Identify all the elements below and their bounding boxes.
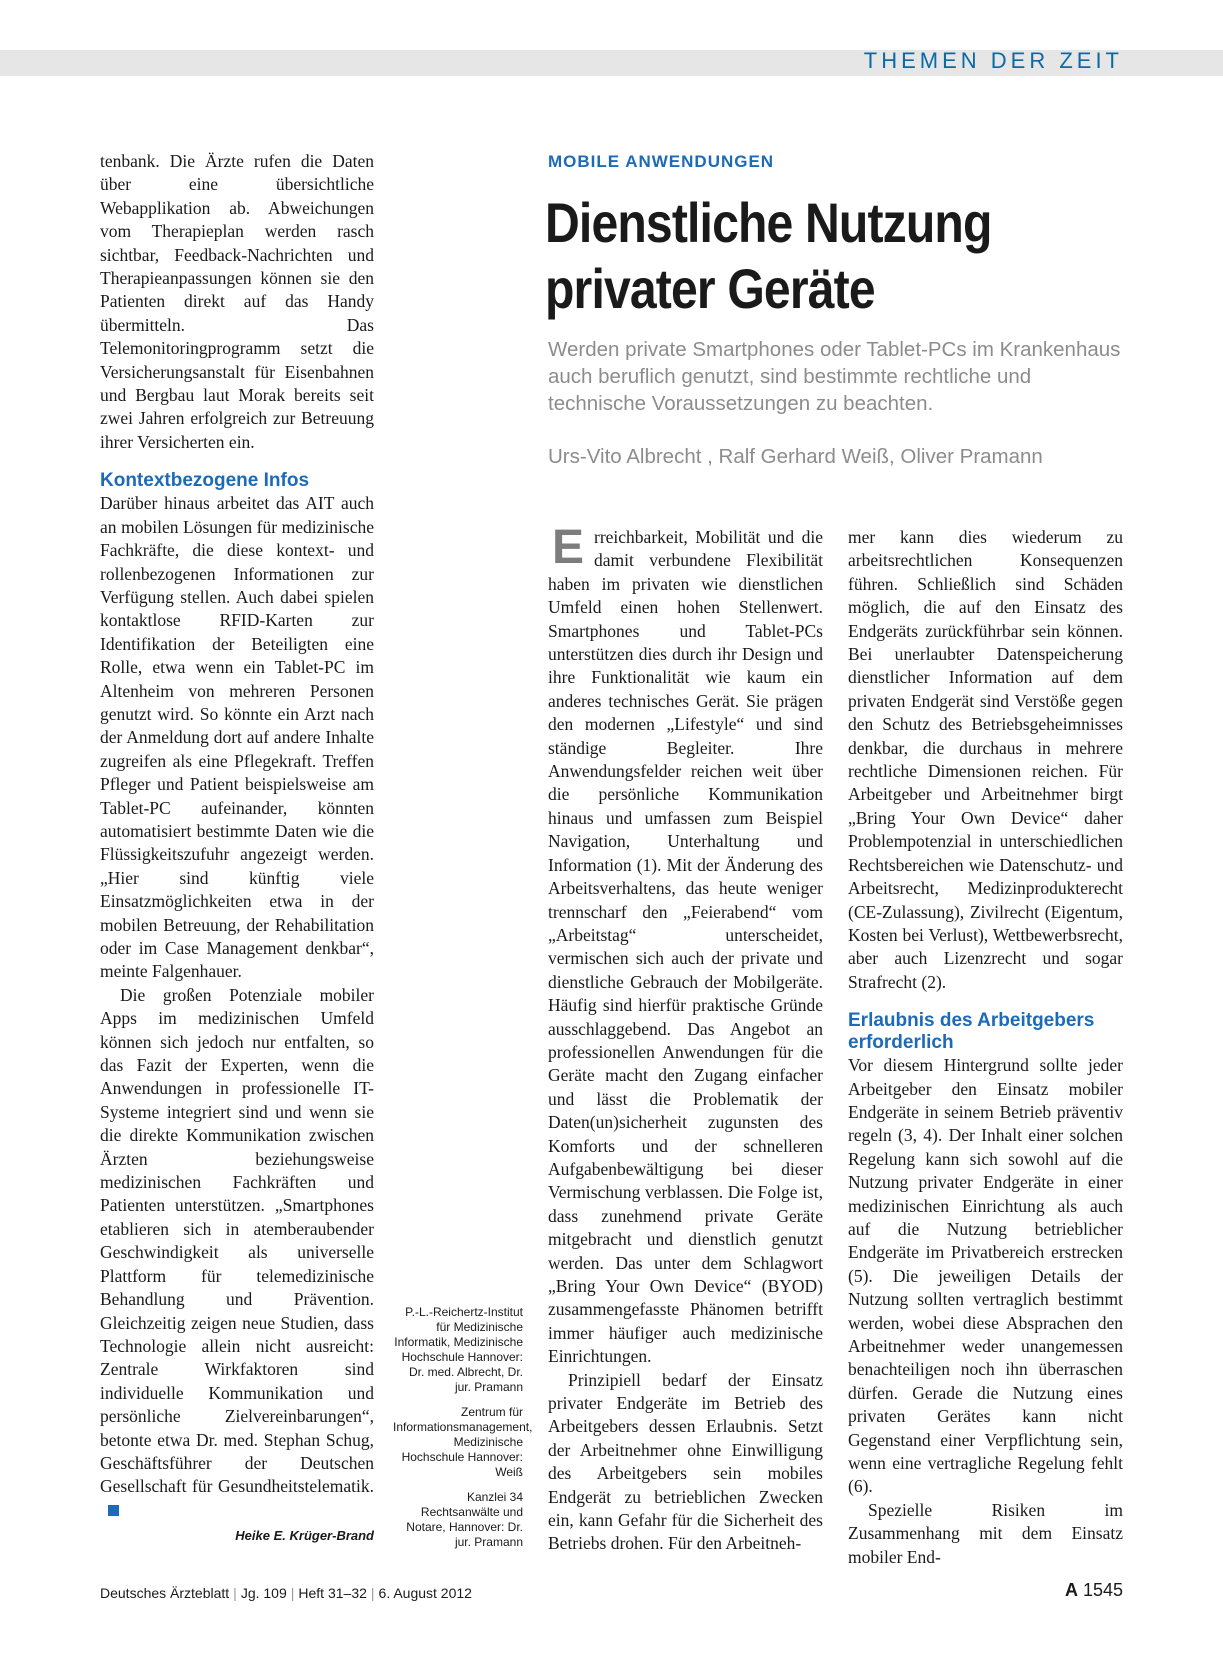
drop-cap: E [551, 521, 584, 574]
paragraph: Prinzipiell bedarf der Einsatz privater Endgeräte im Betrieb des Arbeitgebers dessen Erlaubnis. Setzt der Arbeitnehmer ohne Einwilligung des Arbeitgebers sein mobiles Endgerät zu betrieblichen Zwecken ein, kann Gefahr für die Sicherheit des Betriebs drohen. Für den Arbeitneh- [548, 1369, 823, 1554]
paragraph: tenbank. Die Ärzte rufen die Daten über eine übersichtliche Webapplikation ab. Abweichungen vom Therapieplan werden rasch sichtbar, Feedback-Nachrichten und Therapieanpassungen können sie den Patienten direkt auf das Handy übermitteln. Das Telemonitoringprogramm setzt die Versicherungsanstalt für Eisenbahnen und Bergbau laut Morak bereits seit zwei Jahren erfolgreich zur Betreuung ihrer Versicherten ein. [100, 151, 374, 452]
column-left [100, 150, 374, 1548]
paragraph-with-end-mark [100, 984, 374, 1522]
paragraph: Spezielle Risiken im Zusammenhang mit dem Einsatz mobiler End- [848, 1499, 1123, 1567]
headline [545, 190, 1027, 322]
affiliation: Zentrum für Informationsmanagement, Medizinische Hochschule Hannover: Weiß [393, 1405, 533, 1479]
column-middle [548, 521, 823, 1556]
page-value: 1545 [1082, 1580, 1123, 1600]
paragraph: Vor diesem Hintergrund sollte jeder Arbeitgeber den Einsatz mobiler Endgeräte in seinem Betrieb präventiv regeln (3, 4). Der Inhalt einer solchen Regelung kann sich sowohl auf die Nutzung privater Endgeräte in einer medizinischen Einrichtung als auch auf die Nutzung betrieblicher Endgeräte im Privatbereich erstrecken (5). Die jeweiligen Details der Nutzung sollten vertraglich bestimmt werden, wobei diese Absprachen den Arbeitnehmer weder unangemessen benachteiligen noch ihn überraschen dürfen. Gerade die Nutzung eines privaten Gerätes kann nicht Gegenstand einer Verpflichtung sein, wenn eine vertragliche Regelung fehlt (6). [848, 1055, 1123, 1497]
footer: Deutsches Ärzteblatt | Jg. 109 | Heft 31–32 | 6. August 2012 [100, 1585, 472, 1601]
column-right [848, 526, 1123, 1569]
page-number [1065, 1580, 1123, 1601]
issue-date: 6. August 2012 [378, 1585, 472, 1601]
page-prefix: A [1064, 1580, 1078, 1600]
journal-issue: Heft 31–32 [298, 1585, 367, 1601]
subheading: Kontextbezogene Infos [100, 470, 310, 492]
section-label: THEMEN DER ZEIT [863, 48, 1123, 73]
affiliation: P.-L.-Reichertz-Institut für Medizinische Informatik, Medizinische Hochschule Hannover: Dr. med. Albrecht, Dr. jur. Pramann [394, 1305, 523, 1394]
journal-name: Deutsches Ärzteblatt [100, 1585, 230, 1601]
paragraph-text: Die großen Potenziale mobiler Apps im medizinischen Umfeld können sich jedoch nur entfalten, so das Fazit der Experten, wenn die Anwendungen in professionelle IT-Systeme integriert sind und wenn sie die direkte Kommunikation zwischen Ärzten beziehungsweise medizinischen Fachkräften und Patienten unterstützen. „Smartphones etablieren sich in atemberaubender Geschwindigkeit als universelle Plattform für telemedizinische Behandlung und Prävention. Gleichzeitig zeigen neue Studien, dass Technologie allein nicht ausreicht: Zentrale Wirkfaktoren sind individuelle Kommunikation und persönliche Zielvereinbarungen“, betonte etwa Dr. med. Stephan Schug, Geschäftsführer der Deutschen Gesellschaft für Gesundheitstelematik. [100, 984, 374, 1497]
paragraph: mer kann dies wiederum zu arbeitsrechtlichen Konsequenzen führen. Schließlich sind Schäden möglich, die auf den Einsatz des Endgeräts zurückführbar sein können. Bei unerlaubter Datenspeicherung dienstlicher Information auf dem privaten Endgerät sind Verstöße gegen den Schutz des Betriebsgeheimnisses denkbar, die durchaus in mehrere rechtliche Dimensionen reichen. Für Arbeitgeber und Arbeitnehmer birgt „Bring Your Own Device“ daher Problempotenzial in unterschiedlichen Rechtsbereichen wie Datenschutz- und Arbeitsrecht, Medizinprodukterecht (CE-Zulassung), Zivilrecht (Eigentum, Kosten bei Verlust), Wettbewerbsrecht, aber auch Lizenzrecht und sogar Strafrecht (2). [848, 527, 1123, 992]
paragraph [548, 521, 823, 1369]
affiliations [393, 1305, 533, 1560]
paragraph: Darüber hinaus arbeitet das AIT auch an mobilen Lösungen für medizinische Fachkräfte, die diese kontext- und rollenbezogenen Informationen zur Verfügung stellen. Auch dabei spielen kontaktlose RFID-Karten zur Identifikation der Beteiligten eine Rolle, etwa wenn ein Tablet-PC im Altenheim von mehreren Personen genutzt wird. So könnte ein Arzt nach der Anmeldung dort auf andere Inhalte zugreifen als eine Pflegekraft. Treffen Pfleger und Patient beispielsweise am Tablet-PC aufeinander, könnten automatisiert bestimmte Daten wie die Flüssigkeitszufuhr angezeigt werden. „Hier sind künftig viele Einsatzmöglichkeiten etwa in der mobilen Betreuung, der Rehabilitation oder im Case Management denkbar“, meinte Falgenhauer. [100, 493, 374, 982]
lead-text: Werden private Smartphones oder Tablet-PCs im Krankenhaus auch beruflich genutzt, sind bestimmte rechtliche und technische Voraussetzungen zu beachten. [548, 338, 1121, 415]
journal-volume: Jg. 109 [240, 1585, 287, 1601]
end-of-article-icon [108, 1505, 119, 1516]
author-signature: Heike E. Krüger-Brand [235, 1528, 374, 1544]
subheading: Erlaubnis des Arbeitgebers erforderlich [848, 1010, 1095, 1054]
headline-line: privater Geräte [545, 257, 875, 320]
kicker: MOBILE ANWENDUNGEN [548, 152, 775, 171]
headline-line: Dienstliche Nutzung [545, 191, 992, 254]
affiliation: Kanzlei 34 Rechtsanwälte und Notare, Hannover: Dr. jur. Pramann [406, 1490, 523, 1549]
author-line: Urs-Vito Albrecht , Ralf Gerhard Weiß, Oliver Pramann [548, 445, 1043, 468]
paragraph-text: rreichbarkeit, Mobilität und die damit verbundene Flexibilität haben im privaten wie dienstlichen Umfeld einen hohen Stellenwert. Smartphones und Tablet-PCs unterstützen dies durch ihr Design und ihre Funktionalität wie kaum ein anderes technisches Gerät. Sie prägen den modernen „Lifestyle“ und sind ständige Begleiter. Ihre Anwendungsfelder reichen weit über die persönliche Kommunikation hinaus und umfassen zum Beispiel Navigation, Unterhaltung und Information (1). Mit der Änderung des Arbeitsverhaltens, das heute weniger trennscharf den „Feierabend“ vom „Arbeitstag“ unterscheidet, vermischen sich auch der private und dienstliche Gebrauch der Mobilgeräte. Häufig sind hierfür praktische Gründe ausschlaggebend. Das Angebot an professionellen Anwendungen für die Geräte macht den Zugang einfacher und lässt die Problematik der Daten(un)sicherheit zugunsten des Komforts und der schnelleren Aufgabenbewältigung bei dieser Vermischung verblassen. Die Folge ist, dass zunehmend private Geräte mitgebracht und dienstlich genutzt werden. Das unter dem Schlagwort „Bring Your Own Device“ (BYOD) zusammengefasste Phänomen betrifft immer häufiger auch medizinische Einrichtungen. [548, 527, 823, 1367]
